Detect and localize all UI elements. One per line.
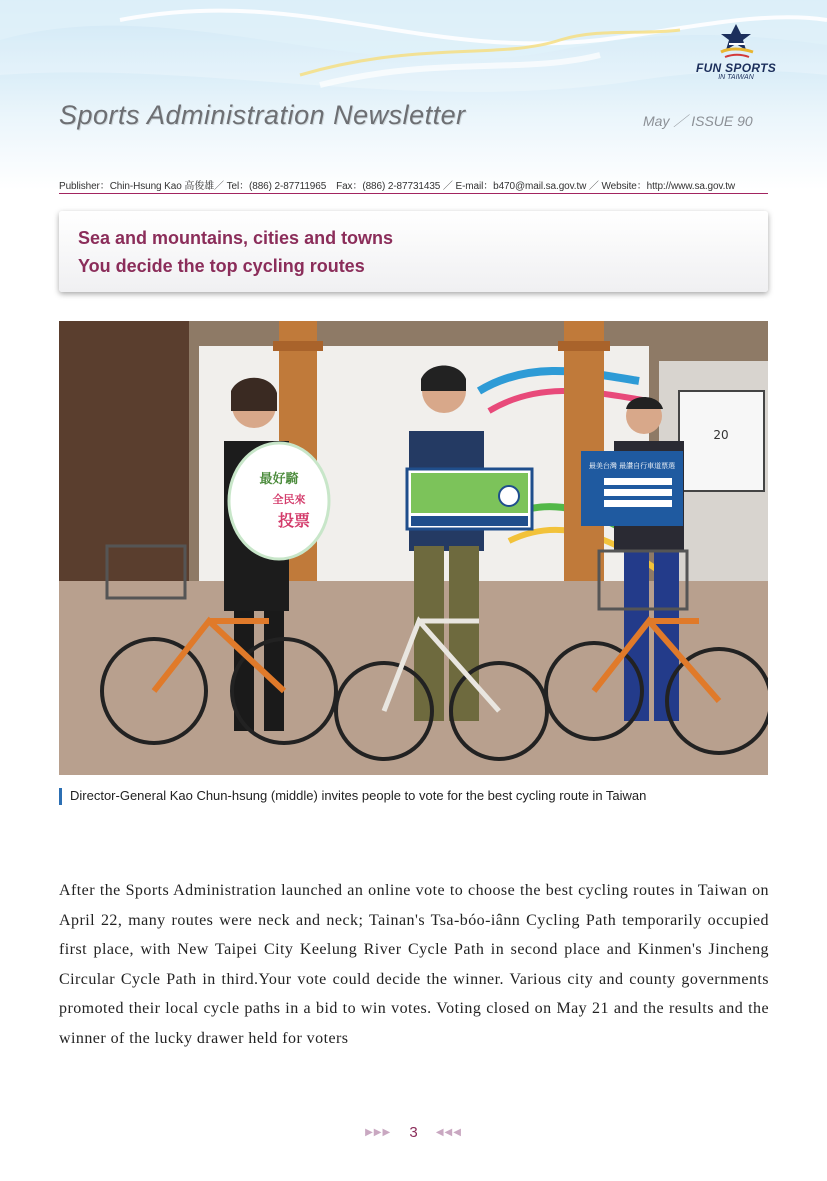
footer-right-arrows-icon: ◀◀◀ [435, 1127, 462, 1138]
article-title-line-2: You decide the top cycling routes [78, 256, 365, 276]
publisher-info-line: Publisher：Chin-Hsung Kao 高俊雄／ Tel：(886) 2-87711965 Fax：(886) 2-87731435 ／ E-mail：b470@mail.sa.gov.tw ／ Website：http://www.sa.gov.tw [59, 181, 736, 192]
header-divider [59, 193, 768, 194]
page-number: 3 [409, 1124, 418, 1141]
footer-left-arrows-icon: ▶▶▶ [365, 1127, 392, 1138]
event-photo-icon [59, 321, 768, 775]
issue-label: May ／ ISSUE 90 [643, 113, 753, 129]
page-footer [0, 1124, 827, 1141]
running-figure-logo-icon [711, 22, 761, 62]
fun-sports-logo [688, 22, 784, 92]
logo-text-main: FUN SPORTS [695, 61, 777, 75]
article-title-line-1: Sea and mountains, cities and towns [78, 228, 394, 248]
sign-right-title: 最美台灣 最讚自行車道票選 [588, 462, 676, 470]
sign-left-line-2: 全民來 [272, 493, 306, 506]
photo-caption: Director-General Kao Chun-hsung (middle) invites people to vote for the best cycling route in Taiwan [70, 788, 647, 803]
article-photo [59, 321, 768, 775]
article-body: After the Sports Administration launched an online vote to choose the best cycling routes in Taiwan on April 22, many routes were neck and neck; Tainan's Tsa-bóo-iânn Cycling Path temporarily occupied first place, with New Taipei City Keelung River Cycle Path in second place and Kinmen's Jincheng Circular Cycle Path in third.Your vote could decide the winner. Various city and county governments promoted their local cycle paths in a bid to win votes. Voting closed on May 21 and the results and the winner of the lucky drawer held for voters [59, 882, 769, 1047]
monitor-number: 20 [713, 428, 729, 442]
sign-left-line-1: 最好騎 [259, 472, 299, 487]
logo-text-sub: IN TAIWAN [718, 74, 754, 81]
article-title-box [59, 211, 768, 292]
sign-left-line-3: 投票 [277, 511, 311, 530]
caption-accent-bar [59, 788, 62, 805]
newsletter-masthead: Sports Administration Newsletter [59, 100, 466, 130]
